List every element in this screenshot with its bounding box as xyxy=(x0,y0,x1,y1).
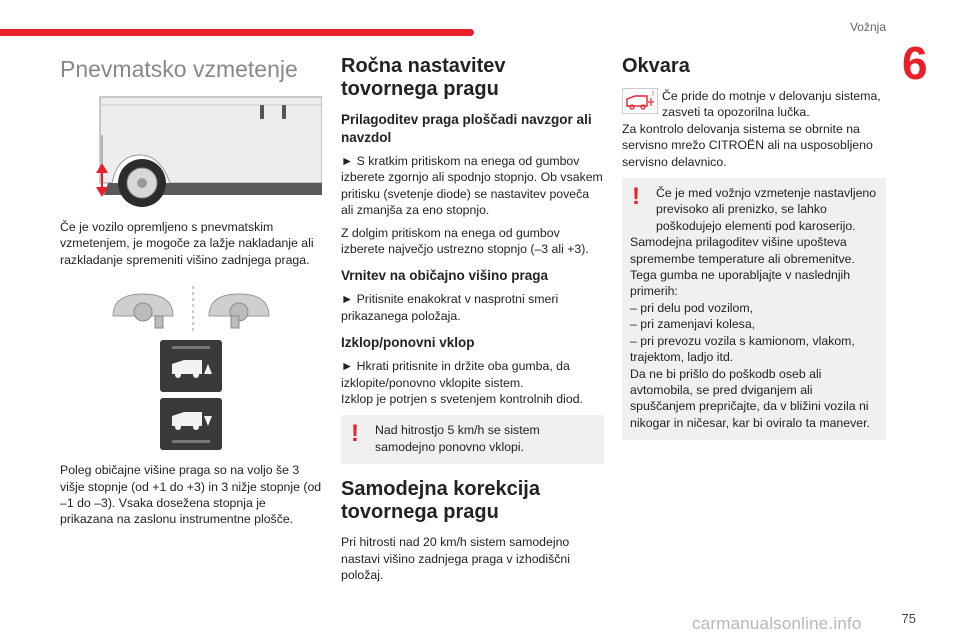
adjust-text-1: ► S kratkim pritiskom na enega od gumbov izberete zgornjo ali spodnjo stopnjo. Ob vsakem pritisku (svetenje diode) se nastavitev poveča ali zmanjša za eno stopnjo. xyxy=(341,154,603,218)
speed-alert-text: Nad hitrostjo 5 km/h se sistem samodejno ponovno vklopi. xyxy=(375,423,540,454)
exclamation-icon: ! xyxy=(632,183,640,211)
section-label: Vožnja xyxy=(849,20,886,34)
top-accent-bar xyxy=(0,29,474,36)
column-1 xyxy=(60,55,322,534)
return-text: ► Pritisnite enakokrat v nasprotni smeri prikazanega položaja. xyxy=(341,292,559,323)
auto-title: Samodejna korekcija tovornega pragu xyxy=(341,478,540,524)
fault-text-1: Če pride do motnje v delovanju sistema, zasveti ta opozorilna lučka. xyxy=(662,89,881,120)
fault-text-2: Za kontrolo delovanja sistema se obrnite na servisno mrežo CITROËN ali na usposobljeno servisno delavnico. xyxy=(622,121,873,169)
adjust-text-2: Z dolgim pritiskom na enega od gumbov izberete največjo ustrezno stopnjo (–3 ali +3). xyxy=(341,225,589,257)
toggle-text-2: Izklop je potrjen s svetenjem kontrolnih diod. xyxy=(341,392,583,407)
steering-wheel-illustration xyxy=(103,286,279,332)
warn-text-2: Samodejna prilagoditev višine upošteva spremembe temperature ali obremenitve. xyxy=(630,235,855,266)
fault-row xyxy=(622,88,886,121)
warning-box xyxy=(622,178,886,440)
van-rear-illustration xyxy=(60,95,322,207)
adjust-heading: Prilagoditev praga ploščadi navzgor ali navzdol xyxy=(341,112,592,145)
auto-text: Pri hitrosti nad 20 km/h sistem samodejno nastavi višino zadnjega praga v izhodiščni položaj. xyxy=(341,535,570,583)
levels-text: Poleg običajne višine praga so na voljo še 3 višje stopnje (od +1 do +3) in 3 nižje stopnje (od –1 do –3). Vsaka dosežena stopnja je prikazana na zaslonu instrumentne plošče. xyxy=(60,463,322,527)
chapter-number: 6 xyxy=(902,37,928,89)
suspension-down-button xyxy=(160,398,222,450)
intro-text: Če je vozilo opremljeno s pnevmatskim vzmetenjem, je mogoče za lažje nakladanje ali razkladanje spremeniti višino zadnjega praga. xyxy=(60,220,314,267)
warn-list-item: – pri zamenjavi kolesa, xyxy=(630,317,756,332)
warn-list-item: – pri delu pod vozilom, xyxy=(630,300,754,315)
warn-text-1: Če je med vožnjo vzmetenje nastavljeno previsoko ali prenizko, se lahko poškodujejo elementi pod karoserijo. xyxy=(656,186,877,233)
toggle-text-1: ► Hkrati pritisnite in držite oba gumba, da izklopite/ponovno vklopite sistem. xyxy=(341,359,570,390)
fault-title: Okvara xyxy=(622,55,690,77)
column-3 xyxy=(622,55,886,452)
page-number: 75 xyxy=(901,611,916,626)
watermark: carmanualsonline.info xyxy=(692,614,862,633)
toggle-heading: Izklop/ponovni vklop xyxy=(341,335,475,351)
svg-text:!: ! xyxy=(652,91,654,98)
warn-text-4: Da ne bi prišlo do poškodb oseb ali avtomobila, se pred dviganjem ali spuščanjem prepričajte, da v bližini vozila ni nikogar in ničesar, kar bi oviralo ta manever. xyxy=(630,366,870,430)
return-heading: Vrnitev na običajno višino praga xyxy=(341,268,549,284)
exclamation-icon: ! xyxy=(351,420,359,448)
manual-title: Ročna nastavitev tovornega pragu xyxy=(341,55,506,100)
speed-alert xyxy=(341,415,604,464)
suspension-up-button xyxy=(160,340,222,392)
warn-text-3: Tega gumba ne uporabljajte v naslednjih primerih: xyxy=(630,268,851,299)
page-title: Pnevmatsko vzmetenje xyxy=(60,56,298,82)
steering-figure xyxy=(60,286,322,332)
suspension-fault-warning-icon xyxy=(622,88,658,114)
warn-list-item: – pri prevozu vozila s kamionom, vlakom, trajektom, ladjo itd. xyxy=(630,333,855,365)
column-2 xyxy=(341,55,604,590)
